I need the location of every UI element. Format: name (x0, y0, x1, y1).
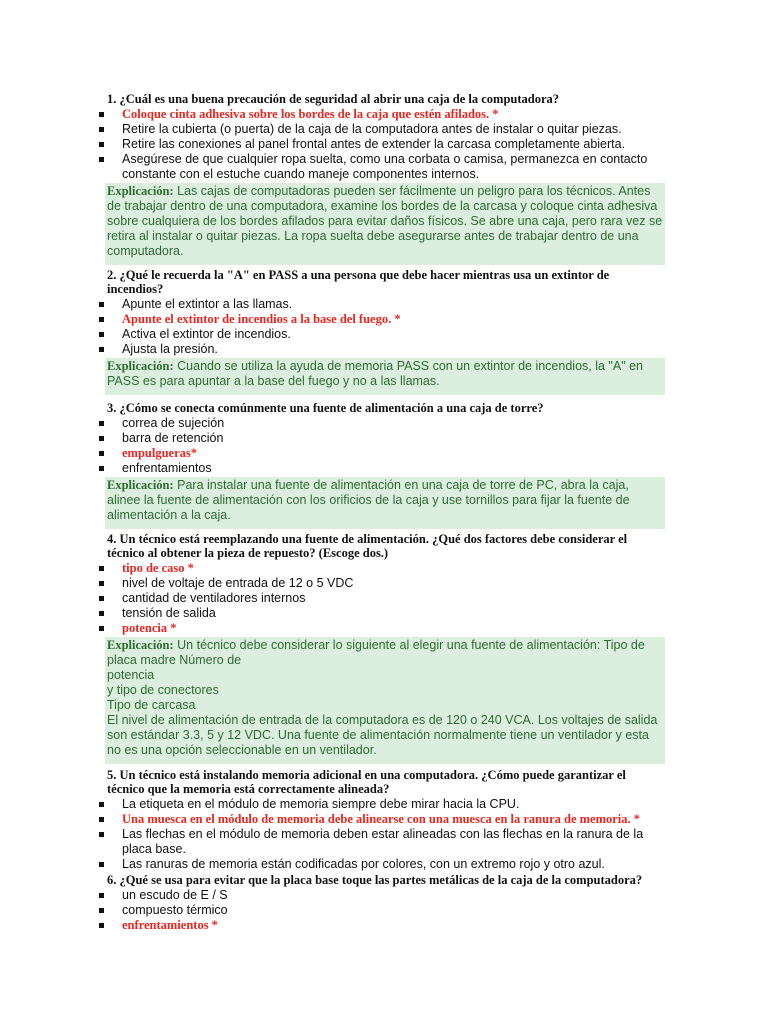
explanation-box (105, 358, 665, 395)
option (105, 461, 665, 476)
explanation-line (107, 478, 663, 523)
bullet-icon (99, 332, 104, 337)
option-text: Retire la cubierta (o puerta) de la caja de la computadora antes de instalar o quitar piezas. (122, 122, 622, 136)
option-list (105, 797, 665, 872)
option (105, 797, 665, 812)
option-text: enfrentamientos * (122, 918, 218, 932)
explanation-text: Las cajas de computadoras pueden ser fácilmente un peligro para los técnicos. Antes de trabajar dentro de una computadora, examine los bordes de la carcasa y coloque cinta adhesiva sobre cualquiera de los bordes afilados para evitar daños físicos. Se abre una caja, pero rara vez se retira al instalar o quitar piezas. La ropa suelta debe asegurarse antes de trabajar dentro de una computadora. (107, 184, 663, 258)
question-6 (105, 873, 665, 933)
explanation-text: y tipo de conectores (107, 683, 219, 697)
question-title: 6. ¿Qué se usa para evitar que la placa base toque las partes metálicas de la caja de la computadora? (107, 873, 643, 887)
option (105, 137, 665, 152)
question-title: 2. ¿Qué le recuerda la "A" en PASS a una persona que debe hacer mientras usa un extintor de incendios? (107, 268, 610, 296)
bullet-icon (99, 302, 104, 307)
explanation-label: Explicación: (107, 638, 174, 652)
option-text: empulgueras* (122, 446, 197, 460)
option (105, 122, 665, 137)
correct-option (105, 107, 665, 122)
option-list (105, 416, 665, 476)
question-title: 1. ¿Cuál es una buena precaución de seguridad al abrir una caja de la computadora? (107, 92, 560, 106)
explanation-text: Un técnico debe considerar lo siguiente al elegir una fuente de alimentación: Tipo de placa madre Número de (107, 638, 645, 667)
correct-option (105, 812, 665, 827)
bullet-icon (99, 142, 104, 147)
correct-option (105, 918, 665, 933)
explanation-text: Cuando se utiliza la ayuda de memoria PASS con un extintor de incendios, la "A" en PASS es para apuntar a la base del fuego y no a las llamas. (107, 359, 644, 388)
option (105, 888, 665, 903)
explanation-label: Explicación: (107, 184, 174, 198)
option-text: Una muesca en el módulo de memoria debe alinearse con una muesca en la ranura de memoria. * (122, 812, 641, 826)
option-list (105, 107, 665, 182)
option-text: Las ranuras de memoria están codificadas por colores, con un extremo rojo y otro azul. (122, 857, 605, 871)
option-text: tipo de caso * (122, 561, 194, 575)
explanation-line (107, 668, 663, 683)
question-1 (105, 92, 665, 265)
option-text: Apunte el extintor a las llamas. (122, 297, 293, 311)
explanation-text: Para instalar una fuente de alimentación en una caja de torre de PC, abra la caja, alinee la fuente de alimentación con los orificios de la caja y use tornillos para fijar la fuente de alimentación a la caja. (107, 478, 630, 522)
option-text: nivel de voltaje de entrada de 12 o 5 VDC (122, 576, 354, 590)
bullet-icon (99, 893, 104, 898)
option (105, 827, 665, 857)
bullet-icon (99, 802, 104, 807)
correct-option (105, 312, 665, 327)
bullet-icon (99, 317, 104, 322)
question-5 (105, 768, 665, 872)
bullet-icon (99, 596, 104, 601)
option-text: Asegúrese de que cualquier ropa suelta, como una corbata o camisa, permanezca en contacto constante con el estuche cuando maneje componentes internos. (122, 152, 648, 181)
explanation-line (107, 698, 663, 713)
option (105, 606, 665, 621)
bullet-icon (99, 862, 104, 867)
option-text: Activa el extintor de incendios. (122, 327, 291, 341)
option-text: potencia * (122, 621, 177, 635)
option-text: Apunte el extintor de incendios a la base del fuego. * (122, 312, 401, 326)
bullet-icon (99, 566, 104, 571)
bullet-icon (99, 581, 104, 586)
question-4 (105, 532, 665, 764)
option (105, 591, 665, 606)
option-text: un escudo de E / S (122, 888, 228, 902)
option (105, 857, 665, 872)
bullet-icon (99, 817, 104, 822)
option-text: compuesto térmico (122, 903, 228, 917)
explanation-text: El nivel de alimentación de entrada de la computadora es de 120 o 240 VCA. Los voltajes de salida son estándar 3.3, 5 y 12 VDC. Una fuente de alimentación normalmente tiene un ventilador y esta no es una opción seleccionable en un ventilador. (107, 713, 658, 757)
option (105, 416, 665, 431)
correct-option (105, 621, 665, 636)
bullet-icon (99, 347, 104, 352)
option (105, 327, 665, 342)
option-text: Las flechas en el módulo de memoria deben estar alineadas con las flechas en la ranura de la placa base. (122, 827, 644, 856)
option (105, 576, 665, 591)
explanation-box (105, 637, 665, 764)
bullet-icon (99, 466, 104, 471)
bullet-icon (99, 421, 104, 426)
bullet-icon (99, 923, 104, 928)
bullet-icon (99, 626, 104, 631)
option-list (105, 888, 665, 933)
bullet-icon (99, 112, 104, 117)
bullet-icon (99, 157, 104, 162)
explanation-box (105, 477, 665, 529)
explanation-box (105, 183, 665, 265)
option-text: barra de retención (122, 431, 224, 445)
correct-option (105, 561, 665, 576)
bullet-icon (99, 832, 104, 837)
bullet-icon (99, 611, 104, 616)
question-title: 5. Un técnico está instalando memoria adicional en una computadora. ¿Cómo puede garantizar el técnico que la memoria está correctamente alineada? (107, 768, 626, 796)
option-text: correa de sujeción (122, 416, 225, 430)
option (105, 297, 665, 312)
option (105, 342, 665, 357)
question-3 (105, 401, 665, 529)
bullet-icon (99, 908, 104, 913)
explanation-label: Explicación: (107, 359, 174, 373)
option-text: tensión de salida (122, 606, 216, 620)
bullet-icon (99, 451, 104, 456)
explanation-line (107, 638, 663, 668)
explanation-line (107, 359, 663, 389)
option (105, 903, 665, 918)
correct-option (105, 446, 665, 461)
option (105, 152, 665, 182)
question-title: 3. ¿Cómo se conecta comúnmente una fuente de alimentación a una caja de torre? (107, 401, 544, 415)
explanation-label: Explicación: (107, 478, 174, 492)
option (105, 431, 665, 446)
question-2 (105, 268, 665, 395)
explanation-line (107, 683, 663, 698)
bullet-icon (99, 127, 104, 132)
option-text: enfrentamientos (122, 461, 212, 475)
option-text: Ajusta la presión. (122, 342, 218, 356)
option-list (105, 561, 665, 636)
option-text: La etiqueta en el módulo de memoria siempre debe mirar hacia la CPU. (122, 797, 520, 811)
option-text: Retire las conexiones al panel frontal antes de extender la carcasa completamente abierta. (122, 137, 626, 151)
question-title: 4. Un técnico está reemplazando una fuente de alimentación. ¿Qué dos factores debe considerar el técnico al obtener la pieza de repuesto? (Escoge dos.) (107, 532, 628, 560)
option-list (105, 297, 665, 357)
explanation-line (107, 184, 663, 259)
explanation-text: potencia (107, 668, 155, 682)
explanation-text: Tipo de carcasa (107, 698, 196, 712)
bullet-icon (99, 436, 104, 441)
explanation-line (107, 713, 663, 758)
option-text: cantidad de ventiladores internos (122, 591, 306, 605)
option-text: Coloque cinta adhesiva sobre los bordes de la caja que estén afilados. * (122, 107, 499, 121)
